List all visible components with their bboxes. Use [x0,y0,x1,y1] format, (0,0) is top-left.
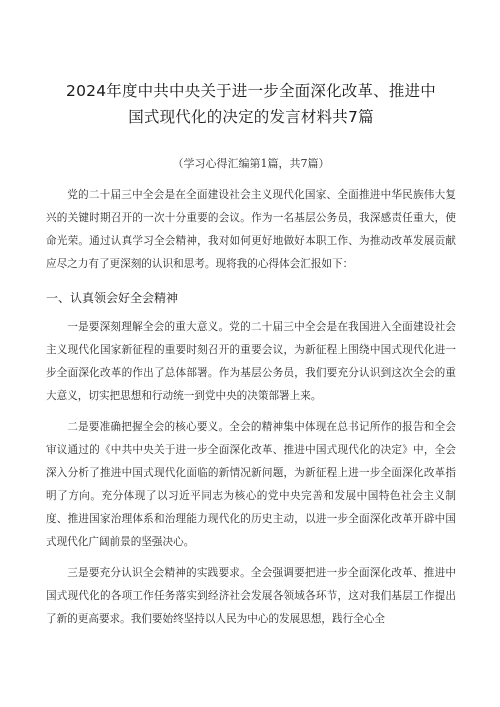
intro-paragraph: 党的二十届三中全会是在全面建设社会主义现代化国家、全面推进中华民族伟大复兴的关键时期召开的一次十分重要的会议。作为一名基层公务员，我深感责任重大，使命光荣。通过认真学习全会精神，我对如何更好地做好本职工作、为推动改革发展贡献应尽之力有了更深刻的认识和思考。现将我的心得体会汇报如下： [46,189,456,270]
title-line-1: 2024年度中共中央关于进一步全面深化改革、推进中 [66,82,436,100]
section-1-paragraph-2: 二是要准确把握全会的核心要义。全会的精神集中体现在总书记所作的报告和全会审议通过的《中共中央关于进一步全面深化改革、推进中国式现代化的决定》中，全会深入分析了推进中国式现代化面临的新情况新问题，为新征程上进一步全面深化改革指明了方向。充分体现了以习近平同志为核心的党中央完善和发展中国特色社会主义制度、推进国家治理体系和治理能力现代化的历史主动，以进一步全面深化改革开辟中国式现代化广阔前景的坚强决心。 [46,421,456,548]
document-title [46,78,456,130]
document-subtitle: （学习心得汇编第1篇，共7篇） [172,157,330,170]
section-1-paragraph-1: 一是要深刻理解全会的重大意义。党的二十届三中全会是在我国进入全面建设社会主义现代化国家新征程的重要时刻召开的重要会议，为新征程上围绕中国式现代化进一步全面深化改革的作出了总体部署。作为基层公务员，我们要充分认识到这次全会的重大意义，切实把思想和行动统一到党中央的决策部署上来。 [46,321,456,402]
section-heading-1: 一、认真领会好全会精神 [46,291,179,305]
section-1-paragraph-3: 三是要充分认识全会精神的实践要求。全会强调要把进一步全面深化改革、推进中国式现代化的各项工作任务落实到经济社会发展各领域各环节，这对我们基层工作提出了新的更高要求。我们要始终坚持以人民为中心的发展思想，践行全心全 [46,567,456,625]
title-line-2: 国式现代化的决定的发言材料共7篇 [128,108,374,126]
